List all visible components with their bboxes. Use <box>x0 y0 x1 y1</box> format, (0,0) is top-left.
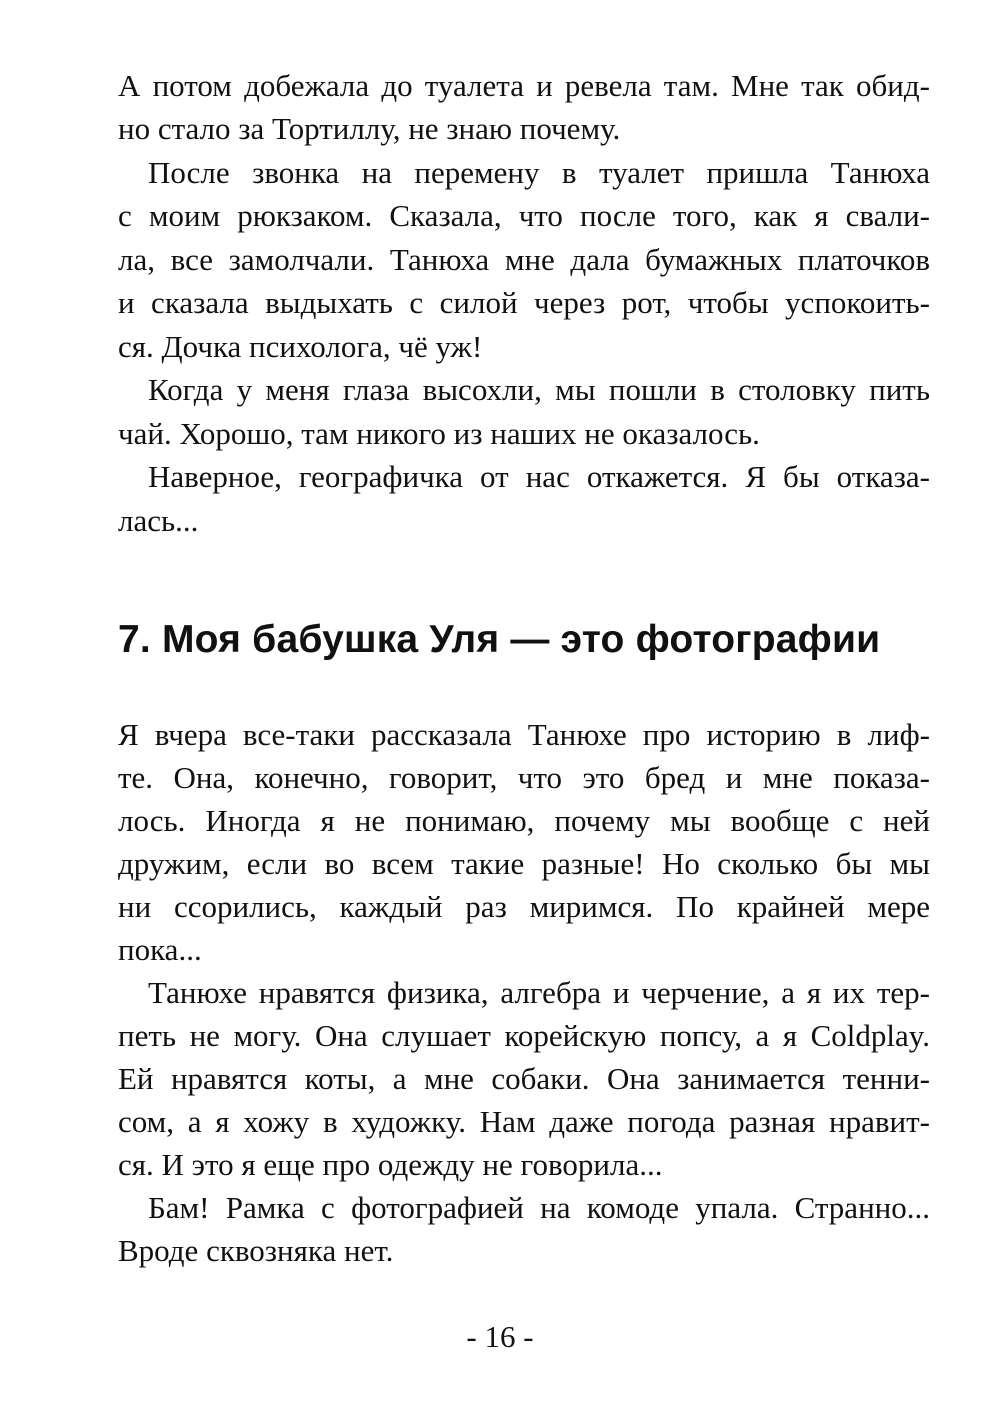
text-line: пока... <box>118 932 202 967</box>
text-line: ся. И это я еще про одежду не говорила... <box>118 1147 663 1182</box>
text-line: После звонка на перемену в туалет пришла Танюха <box>148 155 930 190</box>
text-line: ла, все замолчали. Танюха мне дала бумажных платочков <box>118 242 930 277</box>
text-line: но стало за Тортиллу, не знаю почему. <box>118 111 621 146</box>
text-line: Я вчера все-таки рассказала Танюхе про историю в лиф- <box>118 717 930 752</box>
text-line: с моим рюкзаком. Сказала, что после того, как я свали- <box>118 198 930 233</box>
text-line: петь не могу. Она слушает корейскую попсу, а я Coldplay. <box>118 1018 930 1053</box>
text-line: лась... <box>118 503 199 538</box>
text-line: Танюхе нравятся физика, алгебра и черчение, а я их тер- <box>148 975 930 1010</box>
text-line: чай. Хорошо, там никого из наших не оказалось. <box>118 416 760 451</box>
text-line: Ей нравятся коты, а мне собаки. Она занимается тенни- <box>118 1061 930 1096</box>
text-line: Вроде сквозняка нет. <box>118 1233 394 1268</box>
text-line: Когда у меня глаза высохли, мы пошли в столовку пить <box>148 372 930 407</box>
text-line: ни ссорились, каждый раз миримся. По крайней мере <box>118 889 930 924</box>
text-line: Наверное, географичка от нас откажется. Я бы отказа- <box>148 459 930 494</box>
text-line: ся. Дочка психолога, чё уж! <box>118 329 483 364</box>
text-line: и сказала выдыхать с силой через рот, чтобы успокоить- <box>118 285 930 320</box>
text-line: лось. Иногда я не понимаю, почему мы вообще с ней <box>118 803 930 838</box>
text-line: сом, а я хожу в художку. Нам даже погода разная нравит- <box>118 1104 930 1139</box>
page-number: - 16 - <box>466 1319 534 1354</box>
text-line: А потом добежала до туалета и ревела там. Мне так обид- <box>118 68 930 103</box>
text-line: дружим, если во всем такие разные! Но сколько бы мы <box>118 846 930 881</box>
chapter-title: 7. Моя бабушка Уля — это фотографии <box>118 618 881 661</box>
text-line: те. Она, конечно, говорит, что это бред и мне показа- <box>118 760 930 795</box>
text-line: Бам! Рамка с фотографией на комоде упала. Странно... <box>148 1190 930 1225</box>
